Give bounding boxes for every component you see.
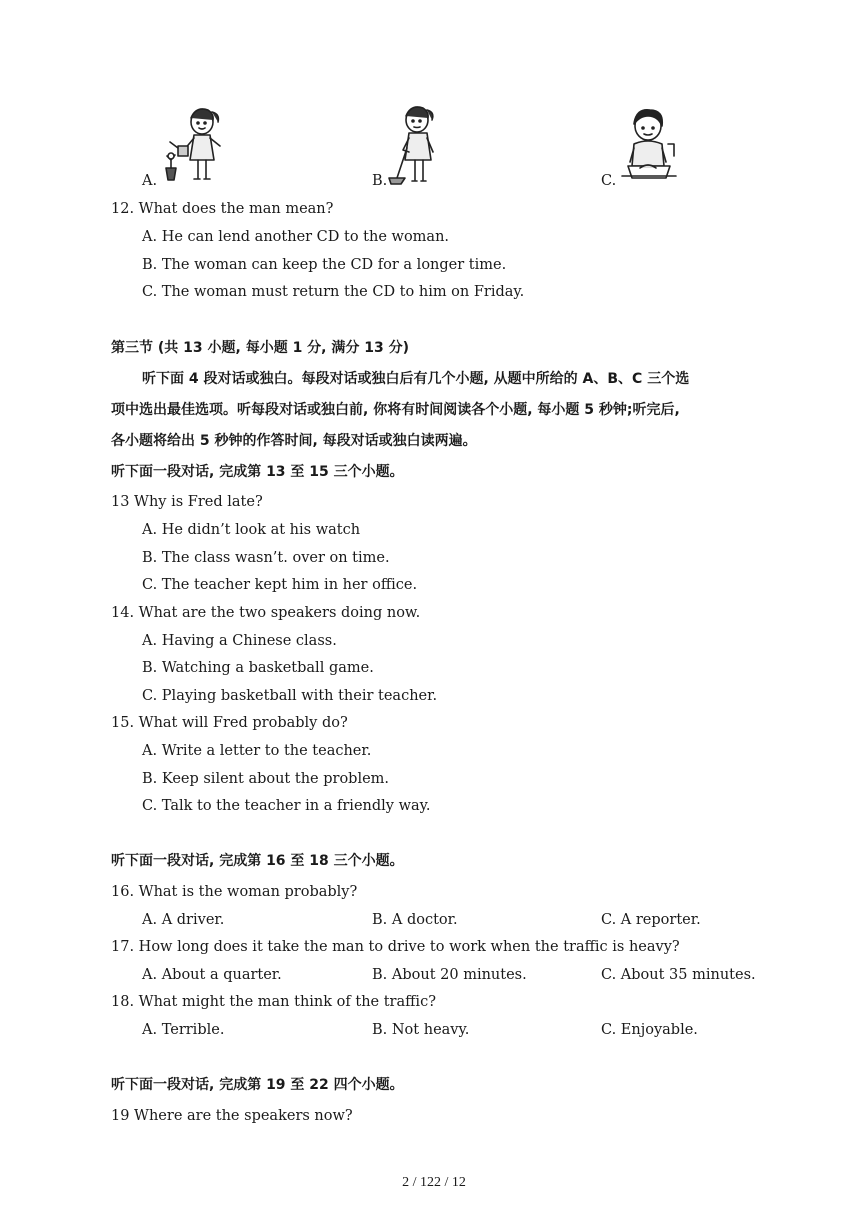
section-3-instruction-line-2: 项中选出最佳选项。听每段对话或独白前, 你将有时间阅读各个小题, 每小题 5 秒钟;听完后,: [111, 402, 680, 418]
picture-c: [620, 104, 678, 184]
question-18-option-c: C. Enjoyable.: [601, 1022, 698, 1038]
question-13-option-b: B. The class wasn’t. over on time.: [142, 550, 390, 566]
question-13-option-c: C. The teacher kept him in her office.: [142, 577, 418, 593]
question-14-option-c: C. Playing basketball with their teacher.: [142, 688, 438, 704]
question-18-option-a: A. Terrible.: [142, 1022, 225, 1038]
question-15: 15. What will Fred probably do?: [111, 715, 348, 731]
group-2-intro: 听下面一段对话, 完成第 16 至 18 三个小题。: [111, 853, 404, 869]
picture-c-label: C.: [601, 173, 617, 189]
question-15-option-b: B. Keep silent about the problem.: [142, 771, 390, 787]
woman-washing-dishes-icon: [620, 104, 678, 184]
question-12-option-c: C. The woman must return the CD to him on Friday.: [142, 284, 525, 300]
picture-a: [160, 100, 240, 184]
question-12-option-b: B. The woman can keep the CD for a longer time.: [142, 257, 507, 273]
question-19: 19 Where are the speakers now?: [111, 1108, 353, 1124]
picture-b: [385, 100, 445, 186]
group-1-intro: 听下面一段对话, 完成第 13 至 15 三个小题。: [111, 464, 404, 480]
group-3-intro: 听下面一段对话, 完成第 19 至 22 四个小题。: [111, 1077, 404, 1093]
section-3-instruction-line-1: 听下面 4 段对话或独白。每段对话或独白后有几个小题, 从题中所给的 A、B、C 三个选: [142, 371, 690, 387]
page-number: 2 / 122 / 12: [402, 1175, 466, 1190]
picture-b-label: B.: [372, 173, 388, 189]
question-17: 17. How long does it take the man to drive to work when the traffic is heavy?: [111, 939, 680, 955]
question-15-option-a: A. Write a letter to the teacher.: [142, 743, 372, 759]
question-16: 16. What is the woman probably?: [111, 884, 358, 900]
section-3-instruction-line-3: 各小题将给出 5 秒钟的作答时间, 每段对话或独白读两遍。: [111, 433, 477, 449]
girl-watering-plant-icon: [160, 100, 240, 184]
question-18: 18. What might the man think of the traffic?: [111, 994, 436, 1010]
question-14-option-b: B. Watching a basketball game.: [142, 660, 374, 676]
picture-a-label: A.: [142, 173, 158, 189]
girl-sweeping-icon: [385, 100, 445, 186]
question-12: 12. What does the man mean?: [111, 201, 334, 217]
question-14-option-a: A. Having a Chinese class.: [142, 633, 337, 649]
question-17-option-b: B. About 20 minutes.: [372, 967, 527, 983]
question-12-option-a: A. He can lend another CD to the woman.: [142, 229, 450, 245]
question-17-option-c: C. About 35 minutes.: [601, 967, 756, 983]
question-13-option-a: A. He didn’t look at his watch: [142, 522, 361, 538]
question-16-option-c: C. A reporter.: [601, 912, 701, 928]
question-14: 14. What are the two speakers doing now.: [111, 605, 421, 621]
question-18-option-b: B. Not heavy.: [372, 1022, 470, 1038]
section-3-heading: 第三节 (共 13 小题, 每小题 1 分, 满分 13 分): [111, 340, 410, 356]
question-15-option-c: C. Talk to the teacher in a friendly way.: [142, 798, 431, 814]
question-13: 13 Why is Fred late?: [111, 494, 263, 510]
question-16-option-a: A. A driver.: [142, 912, 225, 928]
question-16-option-b: B. A doctor.: [372, 912, 458, 928]
question-17-option-a: A. About a quarter.: [142, 967, 282, 983]
